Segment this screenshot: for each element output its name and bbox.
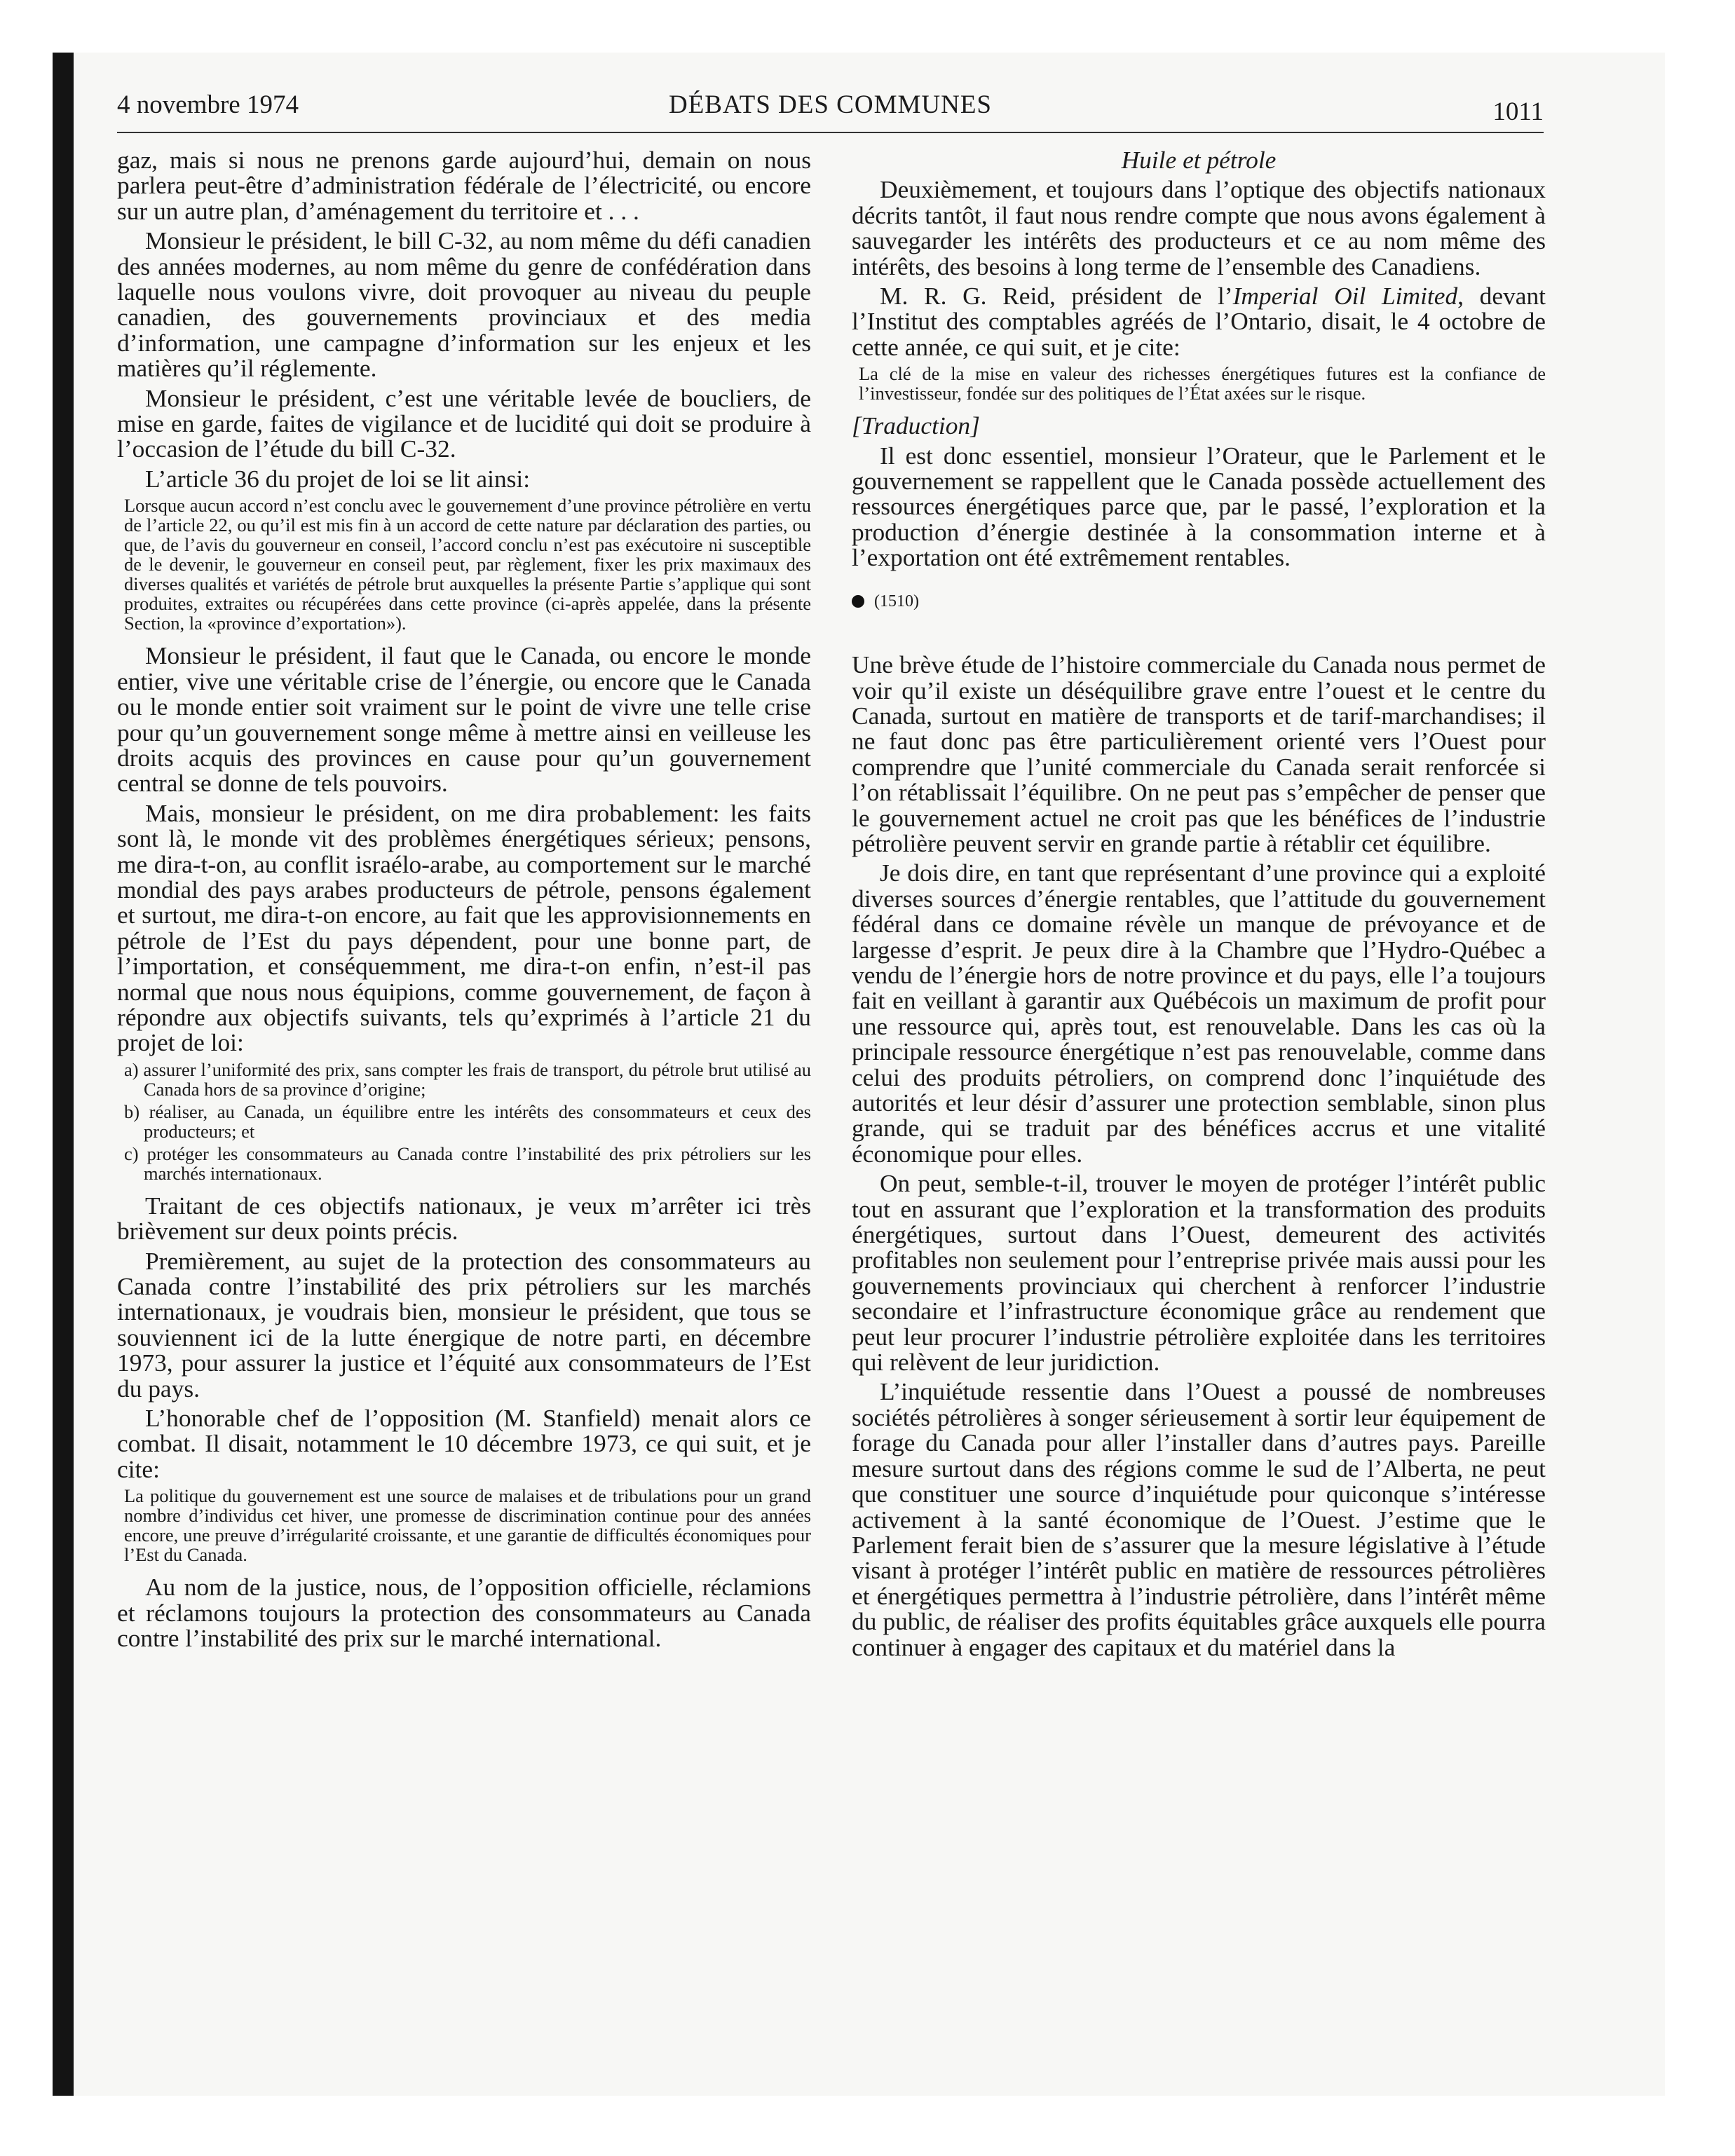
paragraph: gaz, mais si nous ne prenons garde aujourd’hui, demain on nous parlera peut-être d’administration fédérale de l’électricité, ou encore sur un autre plan, d’aménagement du territoire et . . . — [117, 146, 811, 225]
paragraph-text: M. R. G. Reid, président de l’ — [880, 282, 1233, 311]
paragraph: L’article 36 du projet de loi se lit ainsi: — [145, 464, 531, 493]
right-column — [852, 147, 1546, 1660]
quotation-article-21 — [117, 1060, 811, 1183]
company-name: Imperial Oil Limited — [1232, 282, 1458, 311]
paragraph: Premièrement, au sujet de la protection des consommateurs au Canada contre l’instabilité des prix pétroliers sur les marchés internationaux, je voudrais bien, monsieur le président, que tous se souviennent ici de la lutte énergique de notre parti, en décembre 1973, pour assurer la justice et l’équité aux consommateurs de l’Est du pays. — [117, 1246, 811, 1403]
paragraph: Monsieur le président, il faut que le Canada, ou encore le monde entier, vive une véritable crise de l’énergie, ou encore que le Canada ou le monde entier soit vraiment sur le point de vivre une telle crise pour qu’un gouvernement songe même à mettre ainsi en veilleuse les droits acquis des provinces en cause pour qu’un gouvernement central se donne de tels pouvoirs. — [117, 641, 811, 798]
time-mark-text: (1510) — [874, 592, 919, 610]
paragraph: Il est donc essentiel, monsieur l’Orateur, que le Parlement et le gouvernement se rappellent que le Canada possède actuellement des ressources énergétiques parce que, par le passé, l’exploration et la production d’énergie destinée à la consommation interne et à l’exportation ont été extrêmement rentables. — [852, 441, 1546, 572]
page-header — [117, 90, 1544, 133]
quotation-item-b: b) réaliser, au Canada, un équilibre entre les intérêts des consommateurs et ceux des producteurs; et — [124, 1100, 811, 1142]
scan-top-margin — [0, 0, 1735, 53]
paragraph: L’honorable chef de l’opposition (M. Stanfield) menait alors ce combat. Il disait, notamment le 10 décembre 1973, ce qui suit, et je cite: — [117, 1404, 811, 1483]
quotation-article-36: Lorsque aucun accord n’est conclu avec le gouvernement d’une province pétrolière en vertu de l’article 22, ou qu’il est mis fin à un accord de cette nature par déclaration des parties, ou que, de l’avis du gouverneur en conseil, l’accord conclu n’est pas exécutoire ni susceptible de le devenir, le gouverneur en conseil peut, par règlement, fixer les prix maximaux des diverses qualités et variétés de pétrole brut auxquelles la présente Partie s’applique qui sont produites, extraites ou récupérées dans cette province (ci-après appelée, dans la présente Section, la «province d’exportation»). — [124, 495, 811, 634]
page-number: 1011 — [1492, 97, 1544, 126]
paragraph: Je dois dire, en tant que représentant d’une province qui a exploité diverses sources d’énergie rentables, que l’attitude du gouvernement fédéral dans ce domaine révèle un manque de prévoyance et de largesse d’esprit. Je peux dire à la Chambre que l’Hydro-Québec a vendu de l’énergie hors de notre province et du pays, elle l’a toujours fait en veillant à garantir aux Québécois un maximum de profit pour une ressource qui, après tout, est renouvelable. Dans les cas où la principale ressource énergétique n’est pas renouvelable, comme dans celui des produits pétroliers, on comprend donc l’inquiétude des autorités et leur désir d’assurer une protection semblable, sinon plus grande, qui se traduit par des bénéfices accrus et une vitalité économique pour elles. — [852, 859, 1546, 1168]
paragraph: L’inquiétude ressentie dans l’Ouest a poussé de nombreuses sociétés pétrolières à songer sérieusement à sortir leur équipement de forage du Canada pour aller l’installer dans d’autres pays. Pareille mesure surtout dans des régions comme le sud de l’Alberta, ne peut que constituer une source d’inquiétude pour quiconque s’intéresse activement à la santé économique de l’Ouest. J’estime que le Parlement ferait bien de s’assurer que la mesure législative à l’étude visant à protéger l’intérêt public en matière de ressources pétrolières et énergétiques permettra à l’industrie pétrolière, dans l’intérêt même du public, de réaliser des profits équitables grâce auxquels elle pourra continuer à engager des capitaux et du matériel dans la — [852, 1377, 1546, 1661]
paragraph: Au nom de la justice, nous, de l’opposition officielle, réclamions et réclamons toujours la protection des consommateurs au Canada contre l’instabilité des prix sur le marché international. — [117, 1573, 811, 1653]
quotation-reid: La clé de la mise en valeur des richesses énergétiques futures est la confiance de l’investisseur, fondée sur des politiques de l’État axées sur le risque. — [859, 363, 1546, 404]
header-title: DÉBATS DES COMMUNES — [668, 90, 992, 119]
quotation-item-a: a) assurer l’uniformité des prix, sans compter les frais de transport, du pétrole brut utilisé au Canada hors de sa province d’origine; — [124, 1058, 811, 1100]
header-date: 4 novembre 1974 — [117, 90, 299, 119]
section-subheading: Huile et pétrole — [1121, 146, 1277, 174]
time-marker — [852, 589, 1546, 614]
paragraph: On peut, semble-t-il, trouver le moyen de protéger l’intérêt public tout en assurant que l’exploration et la transformation des produits énergétiques, surtout dans l’Ouest, demeurent des activités profitables non seulement pour l’entreprise privée mais aussi pour les gouvernements provinciaux qui cherchent à renforcer l’industrie secondaire et l’infrastructure économique grâce au rendement que peut leur procurer l’industrie pétrolière exploitée dans les territoires qui relèvent de leur juridiction. — [852, 1169, 1546, 1377]
paragraph — [852, 283, 1546, 360]
paragraph: Monsieur le président, c’est une véritable levée de boucliers, de mise en garde, faites de vigilance et de lucidité qui doit se produire à l’occasion de l’étude du bill C-32. — [117, 383, 811, 463]
quotation-item-c: c) protéger les consommateurs au Canada contre l’instabilité des prix pétroliers sur les marchés internationaux. — [124, 1142, 811, 1184]
scan-border — [53, 53, 74, 2096]
paragraph-text: , devant l’Institut des comptables agréés de l’Ontario, disait, le 4 octobre de cette année, ce qui suit, et je cite: — [852, 282, 1546, 361]
paragraph: Monsieur le président, le bill C-32, au nom même du défi canadien des années modernes, au nom même du genre de confédération dans laquelle nous voulons vivre, doit provoquer au niveau du peuple canadien, des gouvernements provinciaux et des media d’information, une campagne d’information sur les enjeux et les matières qu’il réglemente. — [117, 226, 811, 383]
quotation-stanfield: La politique du gouvernement est une source de malaises et de tribulations pour un grand nombre d’individus cet hiver, une promesse de discrimination continue pour des années encore, une preuve d’irrégularité croissante, et une garantie de difficultés économiques pour l’Est du Canada. — [124, 1485, 811, 1566]
left-column — [117, 147, 811, 1651]
bullet-icon — [852, 595, 864, 608]
paragraph: Une brève étude de l’histoire commerciale du Canada nous permet de voir qu’il existe un déséquilibre grave entre l’ouest et le centre du Canada, surtout en matière de transports et de tarif-marchandises; il ne faut donc pas être particulièrement orienté vers l’Ouest pour comprendre que l’unité commerciale du Canada serait renforcée si l’on rétablissait l’équilibre. On ne peut pas s’empêcher de penser que le gouvernement actuel ne croit pas que les bénéfices de l’industrie pétrolière peuvent servir en grande partie à rétablir cet équilibre. — [852, 650, 1546, 857]
paragraph: Deuxièmement, et toujours dans l’optique des objectifs nationaux décrits tantôt, il faut nous rendre compte que nous avons également à sauvegarder les intérêts des producteurs et ce au nom même des intérêts, des besoins à long terme de l’ensemble des Canadiens. — [852, 175, 1546, 280]
paragraph: Mais, monsieur le président, on me dira probablement: les faits sont là, le monde vit des problèmes énergétiques sérieux; pensons, me dira-t-on, au conflit israélo-arabe, au comportement sur le marché mondial des pays arabes producteurs de pétrole, pensons également et surtout, me dira-t-on encore, au fait que les approvisionnements en pétrole de l’Est du pays dépendent, pour une bonne part, de l’importation, et conséquemment, me dira-t-on enfin, n’est-il pas normal que nous nous équipions, comme gouvernement, de façon à répondre aux objectifs suivants, tels qu’exprimés à l’article 21 du projet de loi: — [117, 798, 811, 1057]
paragraph: Traitant de ces objectifs nationaux, je veux m’arrêter ici très brièvement sur deux points précis. — [117, 1191, 811, 1246]
translation-tag: [Traduction] — [852, 411, 980, 440]
